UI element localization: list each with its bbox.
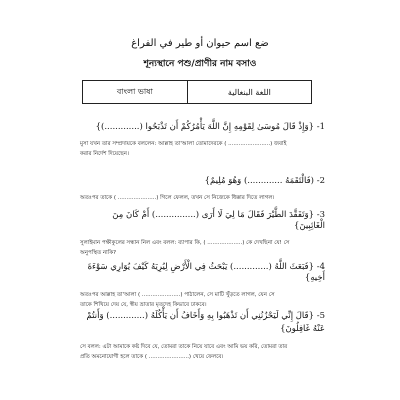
question-2-bengali-line-1: অতঃপর তাকে ( ......................) গিলে ফেলল, তখন সে নিজেকে ধিক্কার দিতে লাগল।: [80, 195, 275, 201]
column-bengali: বাংলা ভাষা: [83, 81, 188, 104]
language-header-table: [82, 80, 312, 104]
question-5: [80, 310, 325, 362]
column-arabic: اللغة البنغالية: [187, 81, 311, 104]
question-1-arabic: 1- {وَإِذْ قَالَ مُوسَىٰ لِقَوْمِهِ إِنَّ اللَّهَ يَأْمُرُكُمْ أَن تَذْبَحُوا (.............)}: [95, 122, 325, 132]
question-3-bengali-line-1: সুলাইমান পক্ষীকুলের সন্ধান নিল এবং বলল: ব্যাপার কি, ( ....................) কে দেখছিনা যে! সে: [80, 240, 290, 246]
question-3: [80, 210, 325, 258]
question-1: [80, 122, 325, 159]
question-3-bengali-line-2: অনুপস্থিত নাকি?: [80, 250, 117, 256]
question-4-arabic: 4- {فَبَعَثَ اللَّهُ (.............) يَبْحَثُ فِي الْأَرْضِ لِيُرِيَهُ كَيْفَ يُوَارِي سَوْءَةَ أَخِيهِ}: [87, 262, 325, 283]
question-2-arabic: 2- (فَالْتَقَمَهُ .............) وَهُوَ مُلِيمٌ}: [204, 176, 325, 186]
bengali-instruction: শূন্যস্থানে পশু/প্রাণীর নাম বসাও: [143, 59, 257, 69]
question-4-bengali-line-2: তাকে শিখিয়ে দেয় যে, স্বীয় ভ্রাতার মৃতদেহ কিভাবে ঢাকবে।: [80, 302, 207, 308]
question-4: [80, 262, 325, 310]
question-5-arabic: 5- {قَالَ إِنِّي لَيَحْزُنُنِي أَن تَذْهَبُوا بِهِ وَأَخَافُ أَن يَأْكُلَهُ (.............) وَأَنتُمْ عَنْهُ غَافِلُونَ}: [86, 311, 325, 334]
question-3-arabic: 3- {وَتَفَقَّدَ الطَّيْرَ فَقَالَ مَا لِيَ لَا أَرَى (...............) أَمْ كَانَ مِنَ الْغَائِبِينَ}: [112, 210, 325, 231]
question-2: [80, 176, 325, 203]
question-4-bengali-line-1: অতঃপর আল্লাহ তা'আলা ( ......................) পাঠালেন, সে মাটি খুঁড়তে লাগল, যেন সে: [80, 292, 275, 298]
arabic-instruction: ضع اسم حيوان أو طير في الفراغ: [131, 38, 269, 49]
question-1-bengali-line-2: করার নির্দেশ দিয়েছেন।: [80, 151, 129, 157]
question-5-bengali-line-2: প্রতি অমনোযোগী হলে তাকে ( .......................) খেয়ে ফেলবে।: [80, 354, 224, 360]
question-1-bengali-line-1: মুসা যখন তার সম্প্রদায়কে বললেন: আল্লাহ তা'আলা তোমাদেরকে ( ........................) জবাই: [80, 141, 287, 147]
question-5-bengali-line-1: সে বলল: এটা আমাকে কষ্ট দিবে যে, তোমরা তাকে নিয়ে যাবে এবং আমি ভয় করি, তোমরা তার: [80, 344, 288, 350]
